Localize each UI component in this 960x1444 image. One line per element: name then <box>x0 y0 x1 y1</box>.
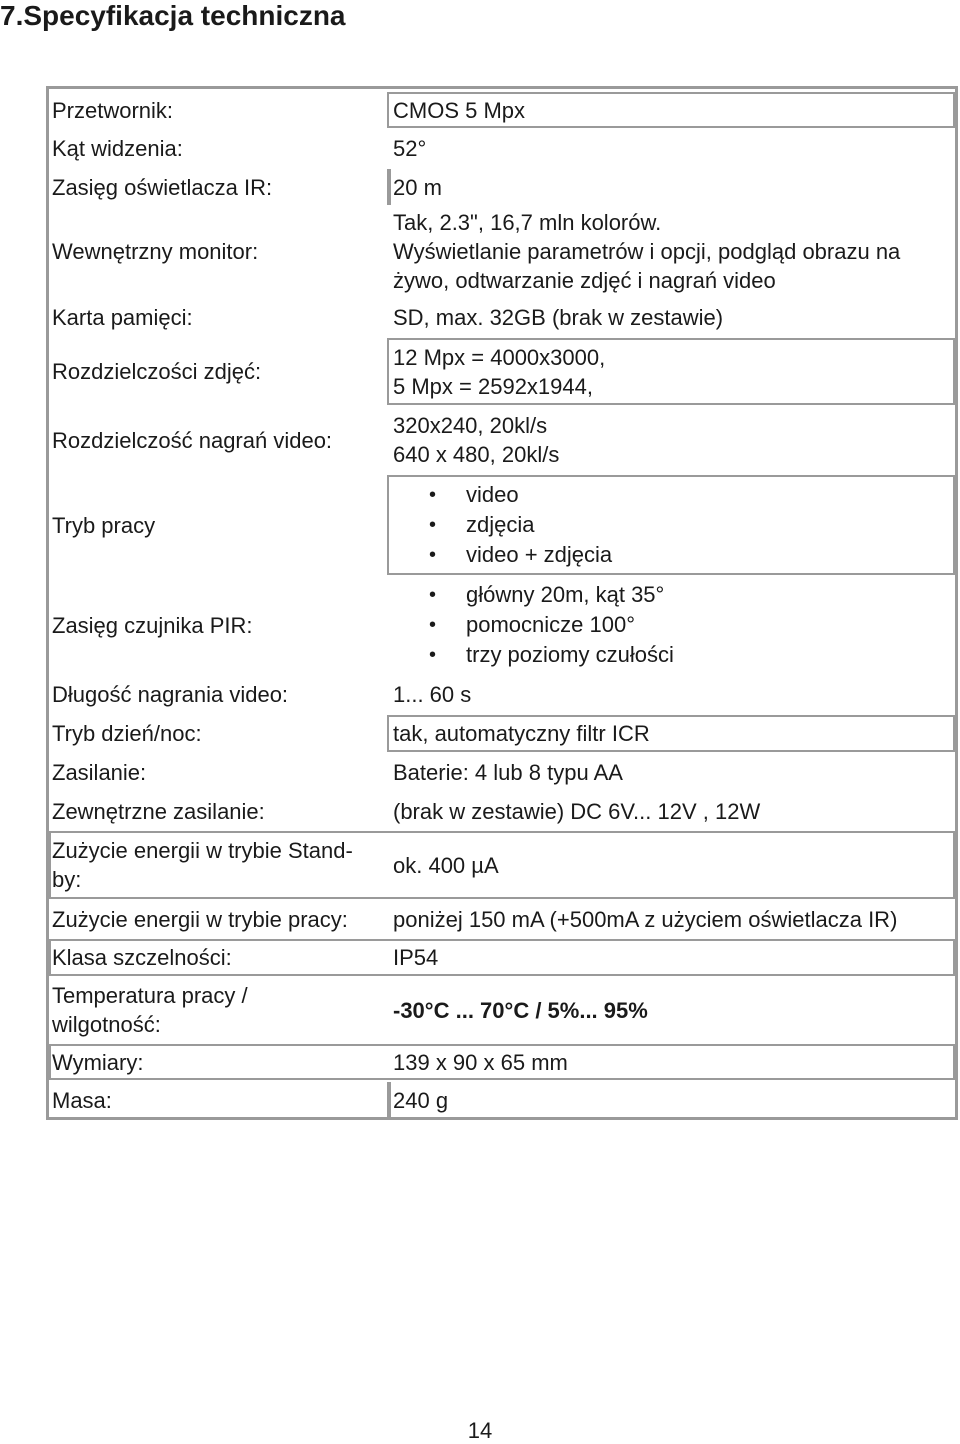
spec-label: Tryb dzień/noc: <box>52 721 202 746</box>
spec-value: (brak w zestawie) DC 6V... 12V , 12W <box>393 798 761 824</box>
list-item: • pomocnicze 100° <box>393 610 674 640</box>
list-item: • video + zdjęcia <box>393 540 612 570</box>
spec-label: Karta pamięci: <box>52 304 193 330</box>
spec-row-power-supply <box>49 753 955 792</box>
spec-value-cell <box>387 1082 391 1118</box>
spec-value: 139 x 90 x 65 mm <box>393 1049 568 1075</box>
spec-table <box>46 86 958 1120</box>
list-item: • zdjęcia <box>393 510 612 540</box>
spec-row-cell <box>49 831 955 899</box>
spec-row-temperature <box>49 977 955 1043</box>
spec-value: 52° <box>393 136 427 161</box>
spec-row-sensor <box>49 91 955 129</box>
spec-label: Wewnętrzny monitor: <box>52 239 259 264</box>
spec-row-cell <box>49 939 955 976</box>
spec-row-working-power <box>49 900 955 938</box>
spec-row-dimensions <box>49 1043 955 1081</box>
spec-row-video-resolution <box>49 406 955 474</box>
spec-row-monitor <box>49 206 955 297</box>
spec-row-standby-power <box>49 830 955 900</box>
spec-value: 240 g <box>393 1087 449 1113</box>
spec-label: Rozdzielczość nagrań video: <box>52 427 333 453</box>
spec-label: Wymiary: <box>52 1049 144 1075</box>
spec-label: Klasa szczelności: <box>52 945 232 970</box>
spec-label: Kąt widzenia: <box>52 136 183 161</box>
spec-label: Zasilanie: <box>52 760 147 785</box>
spec-value: IP54 <box>393 945 439 970</box>
spec-value: ok. 400 µA <box>393 852 499 878</box>
page-number: 14 <box>467 1418 493 1443</box>
spec-value: 20 m <box>393 174 442 200</box>
spec-label: Zewnętrzne zasilanie: <box>52 798 265 824</box>
spec-row-work-mode <box>49 474 955 576</box>
spec-value: CMOS 5 Mpx <box>393 97 526 123</box>
spec-row-weight <box>49 1081 955 1119</box>
spec-value: 12 Mpx = 4000x3000, 5 Mpx = 2592x1944, <box>393 344 606 399</box>
spec-row-external-power <box>49 792 955 830</box>
spec-value <box>393 474 612 576</box>
spec-row-recording-length <box>49 674 955 714</box>
list-item: • trzy poziomy czułości <box>393 640 674 670</box>
spec-value-cell <box>387 169 391 205</box>
spec-value: poniżej 150 mA (+500mA z użyciem oświetlacza IR) <box>393 906 898 932</box>
spec-value: 320x240, 20kl/s 640 x 480, 20kl/s <box>393 413 560 467</box>
spec-label: Tryb pracy <box>52 512 156 538</box>
spec-label: Zużycie energii w trybie Stand- by: <box>52 838 353 892</box>
spec-label: Zasięg czujnika PIR: <box>52 612 253 638</box>
spec-value: SD, max. 32GB (brak w zestawie) <box>393 304 724 330</box>
list-item: • video <box>393 480 612 510</box>
spec-label: Przetwornik: <box>52 97 174 123</box>
spec-value: tak, automatyczny filtr ICR <box>393 721 650 746</box>
spec-label: Zużycie energii w trybie pracy: <box>52 906 348 932</box>
spec-row-view-angle <box>49 129 955 168</box>
section-title: 7.Specyfikacja techniczna <box>0 0 346 31</box>
pir-range-list <box>393 580 674 670</box>
spec-row-day-night <box>49 714 955 753</box>
spec-label: Zasięg oświetlacza IR: <box>52 174 273 200</box>
spec-label: Temperatura pracy / wilgotność: <box>52 983 248 1037</box>
spec-value: -30°C ... 70°C / 5%... 95% <box>393 997 648 1023</box>
list-item: • główny 20m, kąt 35° <box>393 580 674 610</box>
spec-value: 1... 60 s <box>393 681 472 707</box>
work-mode-list <box>393 480 612 570</box>
spec-row-ir-range <box>49 168 955 206</box>
spec-label: Masa: <box>52 1087 112 1113</box>
spec-value: Baterie: 4 lub 8 typu AA <box>393 760 623 785</box>
spec-value <box>393 576 674 674</box>
spec-value: Tak, 2.3", 16,7 mln kolorów. Wyświetlanie parametrów i opcji, podgląd obrazu na żywo, odtwarzanie zdjęć i nagrań video <box>393 210 901 293</box>
spec-row-ingress-class <box>49 938 955 977</box>
spec-row-memory-card <box>49 297 955 337</box>
spec-label: Rozdzielczości zdjęć: <box>52 359 262 384</box>
spec-row-pir-range <box>49 576 955 674</box>
spec-label: Długość nagrania video: <box>52 681 289 707</box>
spec-row-photo-resolution <box>49 337 955 406</box>
